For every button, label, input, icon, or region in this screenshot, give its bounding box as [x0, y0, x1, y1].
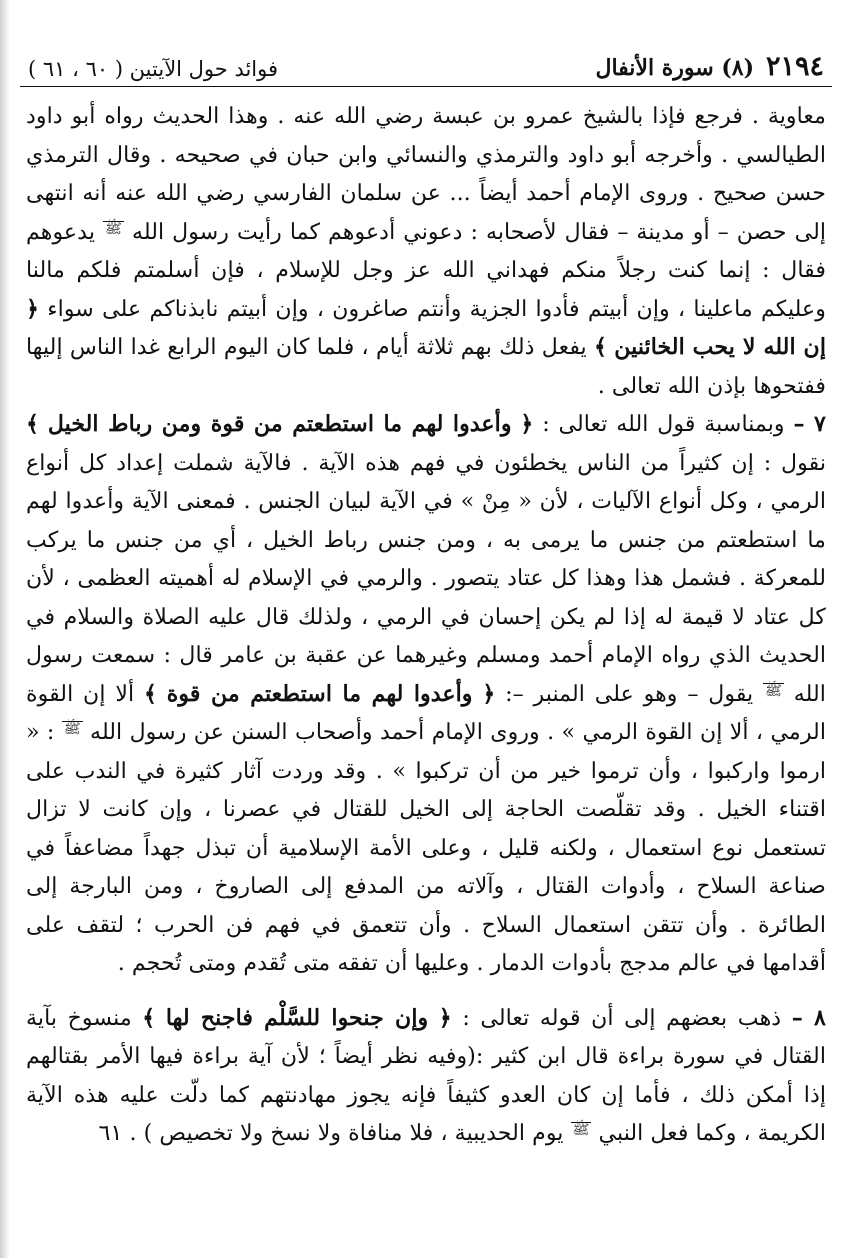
text-segment: ألا إن القوة الرمي ، ألا إن القوة الرمي » . وروى الإمام أحمد وأصحاب السنن عن رسول الله	[26, 680, 826, 745]
paragraph-number: ٧ –	[793, 411, 826, 437]
page-number: ٢١٩٤	[765, 51, 824, 82]
text-segment: معاوية . فرجع فإذا بالشيخ عمرو بن عبسة رضي الله عنه . وهذا الحديث رواه أبو داود الطيالسي . وأخرجه أبو داود والترمذي والنسائي وابن حبان في صحيحه . وقال الترمذي حسن صحيح . وروى الإمام أحمد أيضاً ... عن سلمان الفارسي رضي الله عنه أنه انتهى إلى حصن – أو مدينة – فقال لأصحابه : دعوني أدعوهم كما رأيت رسول الله	[26, 103, 826, 245]
paragraph-continuation	[26, 97, 826, 405]
salawat-ligature: ﷺ	[572, 1122, 590, 1138]
quran-close-bracket: ﴾	[142, 1004, 156, 1031]
salawat-ligature: ﷺ	[105, 220, 122, 237]
scan-edge-shadow	[0, 0, 10, 1258]
paragraph-number: ٨ –	[791, 1004, 826, 1031]
quran-open-bracket: ﴿	[482, 680, 496, 707]
quran-close-bracket: ﴾	[26, 411, 40, 437]
running-header	[20, 34, 832, 87]
text-segment: وبمناسبة قول الله تعالى :	[542, 411, 785, 437]
quran-close-bracket: ﴾	[143, 680, 157, 707]
quran-verse: وأعدوا لهم ما استطعتم من قوة	[166, 680, 473, 707]
text-segment: نقول : إن كثيراً من الناس يخطئون في فهم هذه الآية . فالآية شملت إعداد كل أنواع الرمي ، وكل أنواع الآليات ، لأن « مِنْ » في الآية لبيان الجنس . فمعنى الآية وأعدوا لهم ما استطعتم من جنس ما يرمى به ، ومن جنس رباط الخيل ، أي من جنس ما يركب للمعركة . فشمل هذا وهذا كل عتاد يتصور . والرمي في الإسلام له أهميته العظمى ، لأن كل عتاد لا قيمة له إذا لم يكن إحسان في الرمي ، ولذلك قال عليه الصلاة والسلام في الحديث الذي رواه الإمام أحمد ومسلم وغيرهما عن عقبة بن عامر قال : سمعت رسول الله	[26, 449, 826, 707]
book-page	[20, 34, 832, 1153]
text-segment: يدعوهم فقال : إنما كنت رجلاً منكم فهداني الله عز وجل للإسلام ، فإن أسلمتم فلكم مالنا وعليكم ماعلينا ، وإن أبيتم فأدوا الجزية وأنتم صاغرون ، وإن أبيتم نابذناكم على سواء	[26, 218, 826, 322]
paragraph-8	[26, 999, 826, 1153]
text-segment: : « ارموا واركبوا ، وأن ترموا خير من أن تركبوا » . وقد وردت آثار كثيرة في الندب على اقتناء الخيل . وقد تقلّصت الحاجة إلى الخيل للقتال في عصرنا ، وإن كانت لا تزال تستعمل نوع استعمال ، ولكنه قليل ، وعلى الأمة الإسلامية أن تبذل جهداً مضاعفاً في صناعة السلاح ، وأدوات القتال ، وآلاته من المدفع إلى الصاروخ ، ومن البارجة إلى الطائرة . وأن تتقن استعمال السلاح . وأن تتعمق في فهم فن الحرب ؛ لتقف على أقدامها في عالم مدجج بأدوات الدمار . وعليها أن تفقه متى تُقدم ومتى تُحجم .	[26, 719, 826, 976]
quran-open-bracket: ﴿	[438, 1004, 452, 1031]
chapter-title: (٨) سورة الأنفال	[595, 55, 754, 81]
paragraph-7	[26, 405, 826, 983]
header-right	[595, 53, 824, 80]
quran-verse: وإن جنحوا للسَّلْم فاجنح لها	[165, 1004, 429, 1031]
text-segment: يوم الحديبية ، فلا منافاة ولا نسخ ولا تخصيص ) .	[129, 1120, 564, 1146]
quran-verse: إن الله لا يحب الخائنين	[614, 334, 826, 360]
salawat-ligature: ﷺ	[63, 721, 81, 737]
quran-verse: وأعدوا لهم ما استطعتم من قوة ومن رباط الخيل	[47, 411, 512, 437]
quran-close-bracket: ﴾	[593, 334, 607, 360]
running-title: فوائد حول الآيتين ( ٦٠ ، ٦١ )	[28, 57, 279, 81]
quran-open-bracket: ﴿	[26, 295, 40, 322]
text-segment: يفعل ذلك بهم ثلاثة أيام ، فلما كان اليوم الرابع غدا الناس إليها ففتحوها بإذن الله تعالى .	[26, 334, 826, 399]
page-body	[20, 97, 832, 1153]
text-segment: يقول – وهو على المنبر –:	[505, 680, 754, 707]
text-segment: ذهب بعضهم إلى أن قوله تعالى :	[462, 1004, 782, 1031]
salawat-ligature: ﷺ	[765, 682, 782, 699]
quran-open-bracket: ﴿	[520, 411, 534, 437]
text-segment: منسوخ بآية القتال في سورة براءة قال ابن كثير :(وفيه نظر أيضاً ؛ لأن آية براءة فيها الأمر بقتالهم إذا أمكن ذلك ، فأما إن كان العدو كثيفاً فإنه يجوز مهادنتهم كما دلّت عليه هذه الآية الكريمة ، وكما فعل النبي	[26, 1004, 826, 1146]
footnote-number: ٦١	[98, 1120, 123, 1146]
